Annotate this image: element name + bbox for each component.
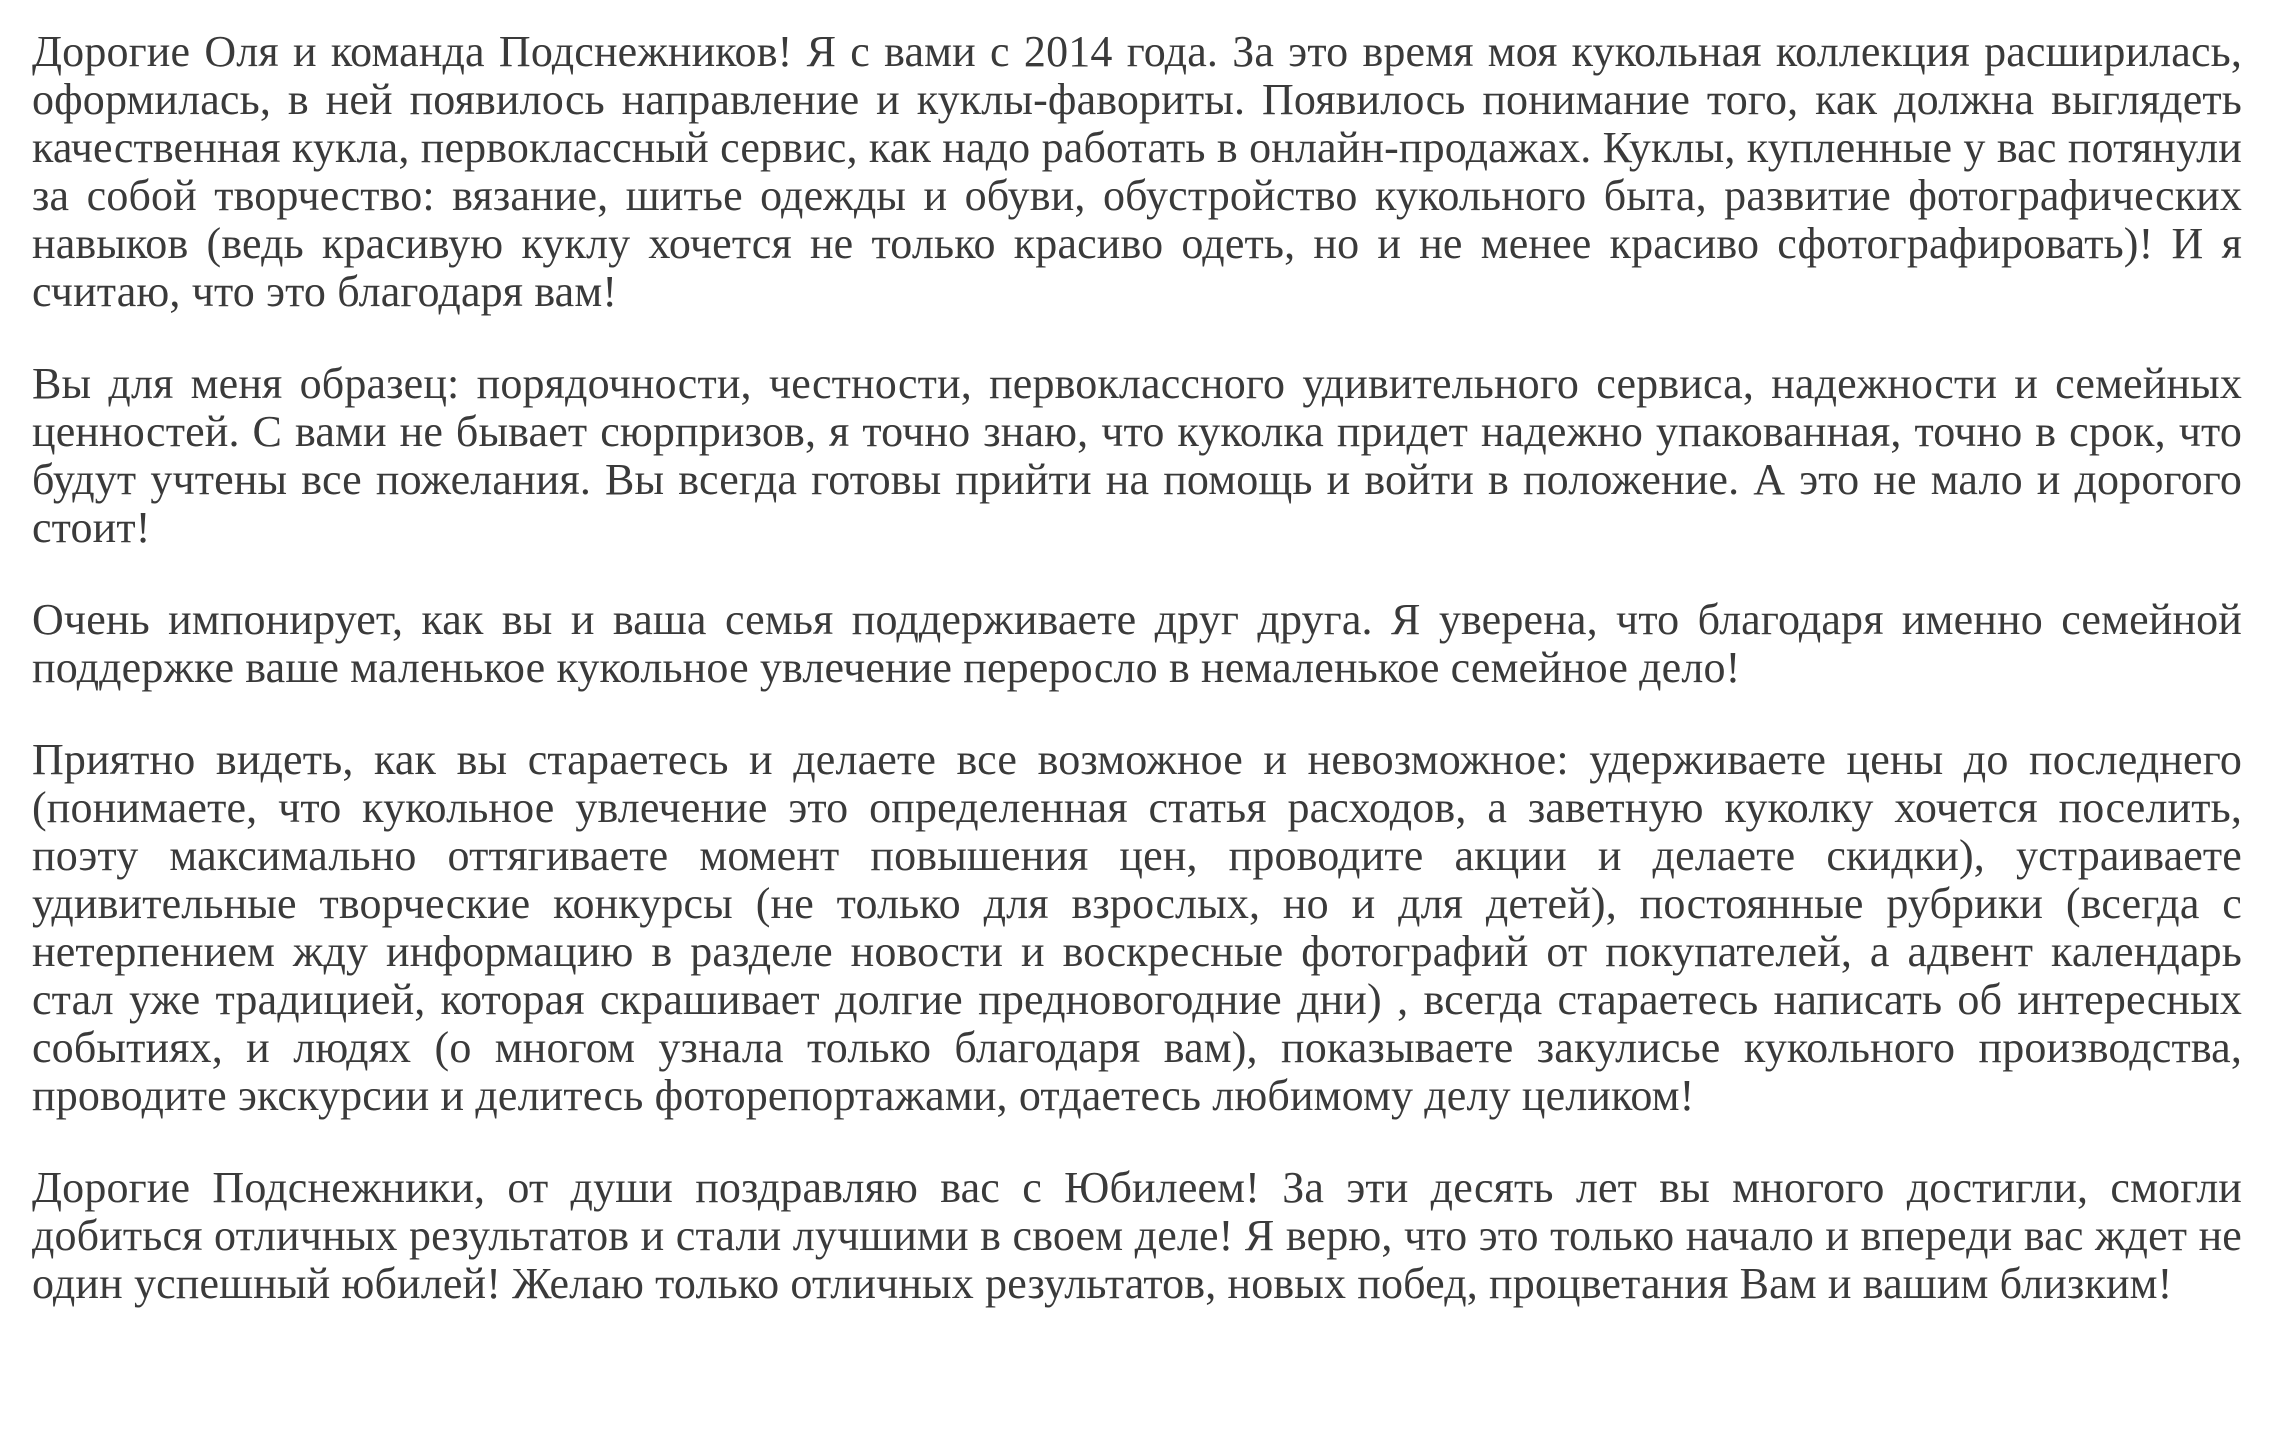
paragraph-1: Дорогие Оля и команда Подснежников! Я с вами с 2014 года. За это время моя кукольная коллекция расширилась, оформилась, в ней появилось направление и куклы-фавориты. Появилось понимание того, как должна выглядеть качественная кукла, первоклассный сервис, как надо работать в онлайн-продажах. Куклы, купленные у вас потянули за собой творчество: вязание, шитье одежды и обуви, обустройство кукольного быта, развитие фотографических навыков (ведь красивую куклу хочется не только красиво одеть, но и не менее красиво сфотографировать)! И я считаю, что это благодаря вам!: [32, 27, 2242, 316]
letter-body: [32, 28, 2242, 1308]
paragraph-5: Дорогие Подснежники, от души поздравляю вас с Юбилеем! За эти десять лет вы многого достигли, смогли добиться отличных результатов и стали лучшими в своем деле! Я верю, что это только начало и впереди вас ждет не один успешный юбилей! Желаю только отличных результатов, новых побед, процветания Вам и вашим близким!: [32, 1163, 2242, 1308]
paragraph-2: Вы для меня образец: порядочности, честности, первоклассного удивительного сервиса, надежности и семейных ценностей. С вами не бывает сюрпризов, я точно знаю, что куколка придет надежно упакованная, точно в срок, что будут учтены все пожелания. Вы всегда готовы прийти на помощь и войти в положение. А это не мало и дорогого стоит!: [32, 359, 2242, 552]
paragraph-3: Очень импонирует, как вы и ваша семья поддерживаете друг друга. Я уверена, что благодаря именно семейной поддержке ваше маленькое кукольное увлечение переросло в немаленькое семейное дело!: [32, 595, 2242, 692]
paragraph-4: Приятно видеть, как вы стараетесь и делаете все возможное и невозможное: удерживаете цены до последнего (понимаете, что кукольное увлечение это определенная статья расходов, а заветную куколку хочется поселить, поэту максимально оттягиваете момент повышения цен, проводите акции и делаете скидки), устраиваете удивительные творческие конкурсы (не только для взрослых, но и для детей), постоянные рубрики (всегда с нетерпением жду информацию в разделе новости и воскресные фотографий от покупателей, а адвент календарь стал уже традицией, которая скрашивает долгие предновогодние дни) , всегда стараетесь написать об интересных событиях, и людях (о многом узнала только благодаря вам), показываете закулисье кукольного производства, проводите экскурсии и делитесь фоторепортажами, отдаетесь любимому делу целиком!: [32, 735, 2242, 1120]
